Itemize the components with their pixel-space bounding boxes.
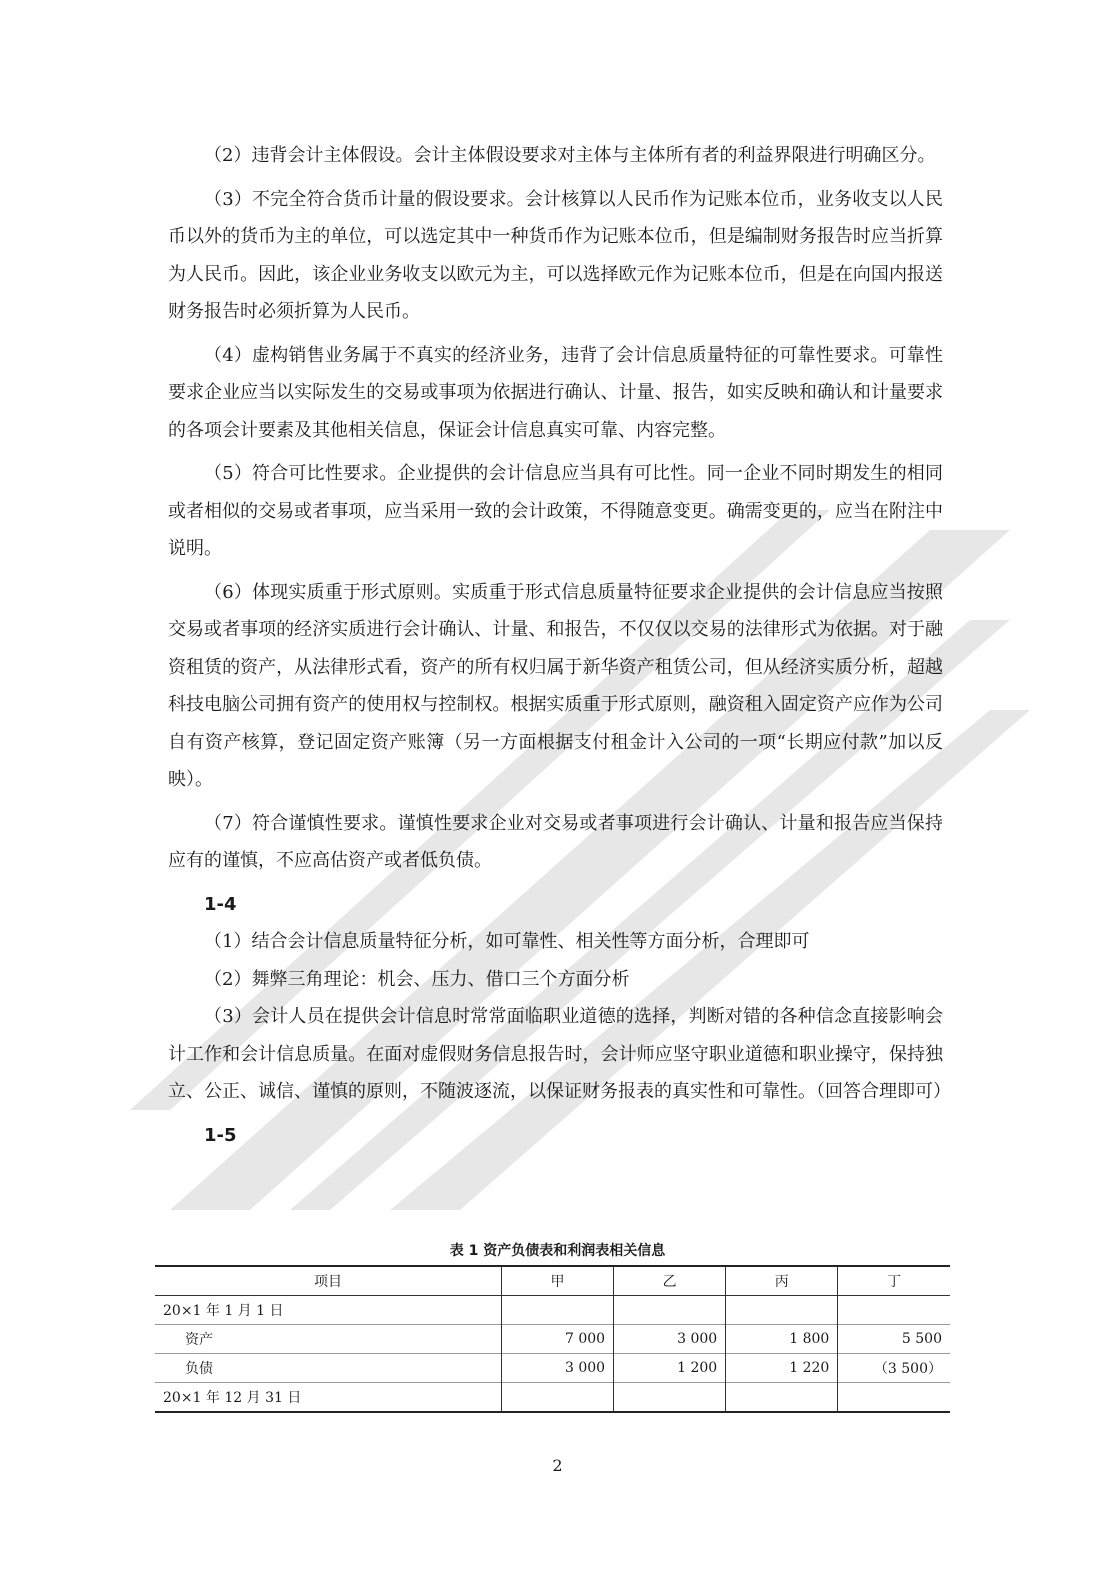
column-header-bing: 丙 bbox=[726, 1266, 838, 1296]
table-row bbox=[155, 1383, 950, 1413]
table-caption: 表 1 资产负债表和利润表相关信息 bbox=[449, 1243, 666, 1259]
column-header-jia: 甲 bbox=[501, 1266, 613, 1296]
paragraph-3: （3）不完全符合货币计量的假设要求。会计核算以人民币作为记账本位币，业务收支以人民币以外的货币为主的单位，可以选定其中一种货币作为记账本位币，但是编制财务报告时应当折算为人民币。因此，该企业业务收支以欧元为主，可以选择欧元作为记账本位币，但是在向国内报送财务报告时必须折算为人民币。 bbox=[168, 188, 943, 322]
answer-1-4-1: （1）结合会计信息质量特征分析，如可靠性、相关性等方面分析，合理即可 bbox=[204, 931, 810, 952]
section-heading-1-4: 1-4 bbox=[204, 893, 237, 915]
row-label: 20×1 年 1 月 1 日 bbox=[155, 1296, 501, 1325]
balance-sheet-table bbox=[155, 1265, 950, 1413]
paragraph-5: （5）符合可比性要求。企业提供的会计信息应当具有可比性。同一企业不同时期发生的相同或者相似的交易或者事项，应当采用一致的会计政策，不得随意变更。确需变更的，应当在附注中说明。 bbox=[168, 463, 943, 559]
paragraph-2: （2）违背会计主体假设。会计主体假设要求对主体与主体所有者的利益界限进行明确区分。 bbox=[204, 145, 936, 166]
table-cell: 3 000 bbox=[614, 1325, 726, 1354]
table-cell: 5 500 bbox=[838, 1325, 950, 1354]
paragraph-4: （4）虚构销售业务属于不真实的经济业务，违背了会计信息质量特征的可靠性要求。可靠性要求企业应当以实际发生的交易或事项为依据进行确认、计量、报告，如实反映和确认和计量要求的各项会计要素及其他相关信息，保证会计信息真实可靠、内容完整。 bbox=[168, 344, 943, 441]
table-cell bbox=[501, 1383, 613, 1413]
table-cell: 7 000 bbox=[501, 1325, 613, 1354]
table-cell bbox=[838, 1383, 950, 1413]
table-header-row bbox=[155, 1266, 950, 1296]
table-row bbox=[155, 1296, 950, 1325]
table-cell: 3 000 bbox=[501, 1354, 613, 1383]
table-cell bbox=[614, 1296, 726, 1325]
table-cell: （3 500） bbox=[838, 1354, 950, 1383]
page-number: 2 bbox=[552, 1456, 563, 1475]
row-label: 资产 bbox=[155, 1325, 501, 1354]
column-header-yi: 乙 bbox=[614, 1266, 726, 1296]
table-cell bbox=[501, 1296, 613, 1325]
paragraph-6: （6）体现实质重于形式原则。实质重于形式信息质量特征要求企业提供的会计信息应当按照交易或者事项的经济实质进行会计确认、计量、和报告，不仅仅以交易的法律形式为依据。对于融资租赁的资产，从法律形式看，资产的所有权归属于新华资产租赁公司，但从经济实质分析，超越科技电脑公司拥有资产的使用权与控制权。根据实质重于形式原则，融资租入固定资产应作为公司自有资产核算，登记固定资产账簿（另一方面根据支付租金计入公司的一项“长期应付款”加以反映）。 bbox=[168, 581, 943, 790]
table-row bbox=[155, 1325, 950, 1354]
table-cell: 1 800 bbox=[726, 1325, 838, 1354]
table-cell: 1 220 bbox=[726, 1354, 838, 1383]
column-header-item: 项目 bbox=[155, 1266, 501, 1296]
answer-1-4-2: （2）舞弊三角理论：机会、压力、借口三个方面分析 bbox=[204, 968, 630, 990]
column-header-ding: 丁 bbox=[838, 1266, 950, 1296]
paragraph-7: （7）符合谨慎性要求。谨慎性要求企业对交易或者事项进行会计确认、计量和报告应当保持应有的谨慎，不应高估资产或者低负债。 bbox=[168, 812, 943, 871]
table-row bbox=[155, 1354, 950, 1383]
row-label: 20×1 年 12 月 31 日 bbox=[155, 1383, 501, 1413]
section-heading-1-5: 1-5 bbox=[204, 1124, 237, 1146]
document-body bbox=[168, 137, 951, 1154]
table-cell bbox=[838, 1296, 950, 1325]
answer-1-4-3: （3）会计人员在提供会计信息时常常面临职业道德的选择，判断对错的各种信念直接影响会计工作和会计信息质量。在面对虚假财务信息报告时，会计师应坚守职业道德和职业操守，保持独立、公正、诚信、谨慎的原则，不随波逐流，以保证财务报表的真实性和可靠性。（回答合理即可） bbox=[168, 1006, 951, 1102]
table-cell bbox=[726, 1383, 838, 1413]
table-cell bbox=[726, 1296, 838, 1325]
row-label: 负债 bbox=[155, 1354, 501, 1383]
table-cell bbox=[614, 1383, 726, 1413]
table-cell: 1 200 bbox=[614, 1354, 726, 1383]
